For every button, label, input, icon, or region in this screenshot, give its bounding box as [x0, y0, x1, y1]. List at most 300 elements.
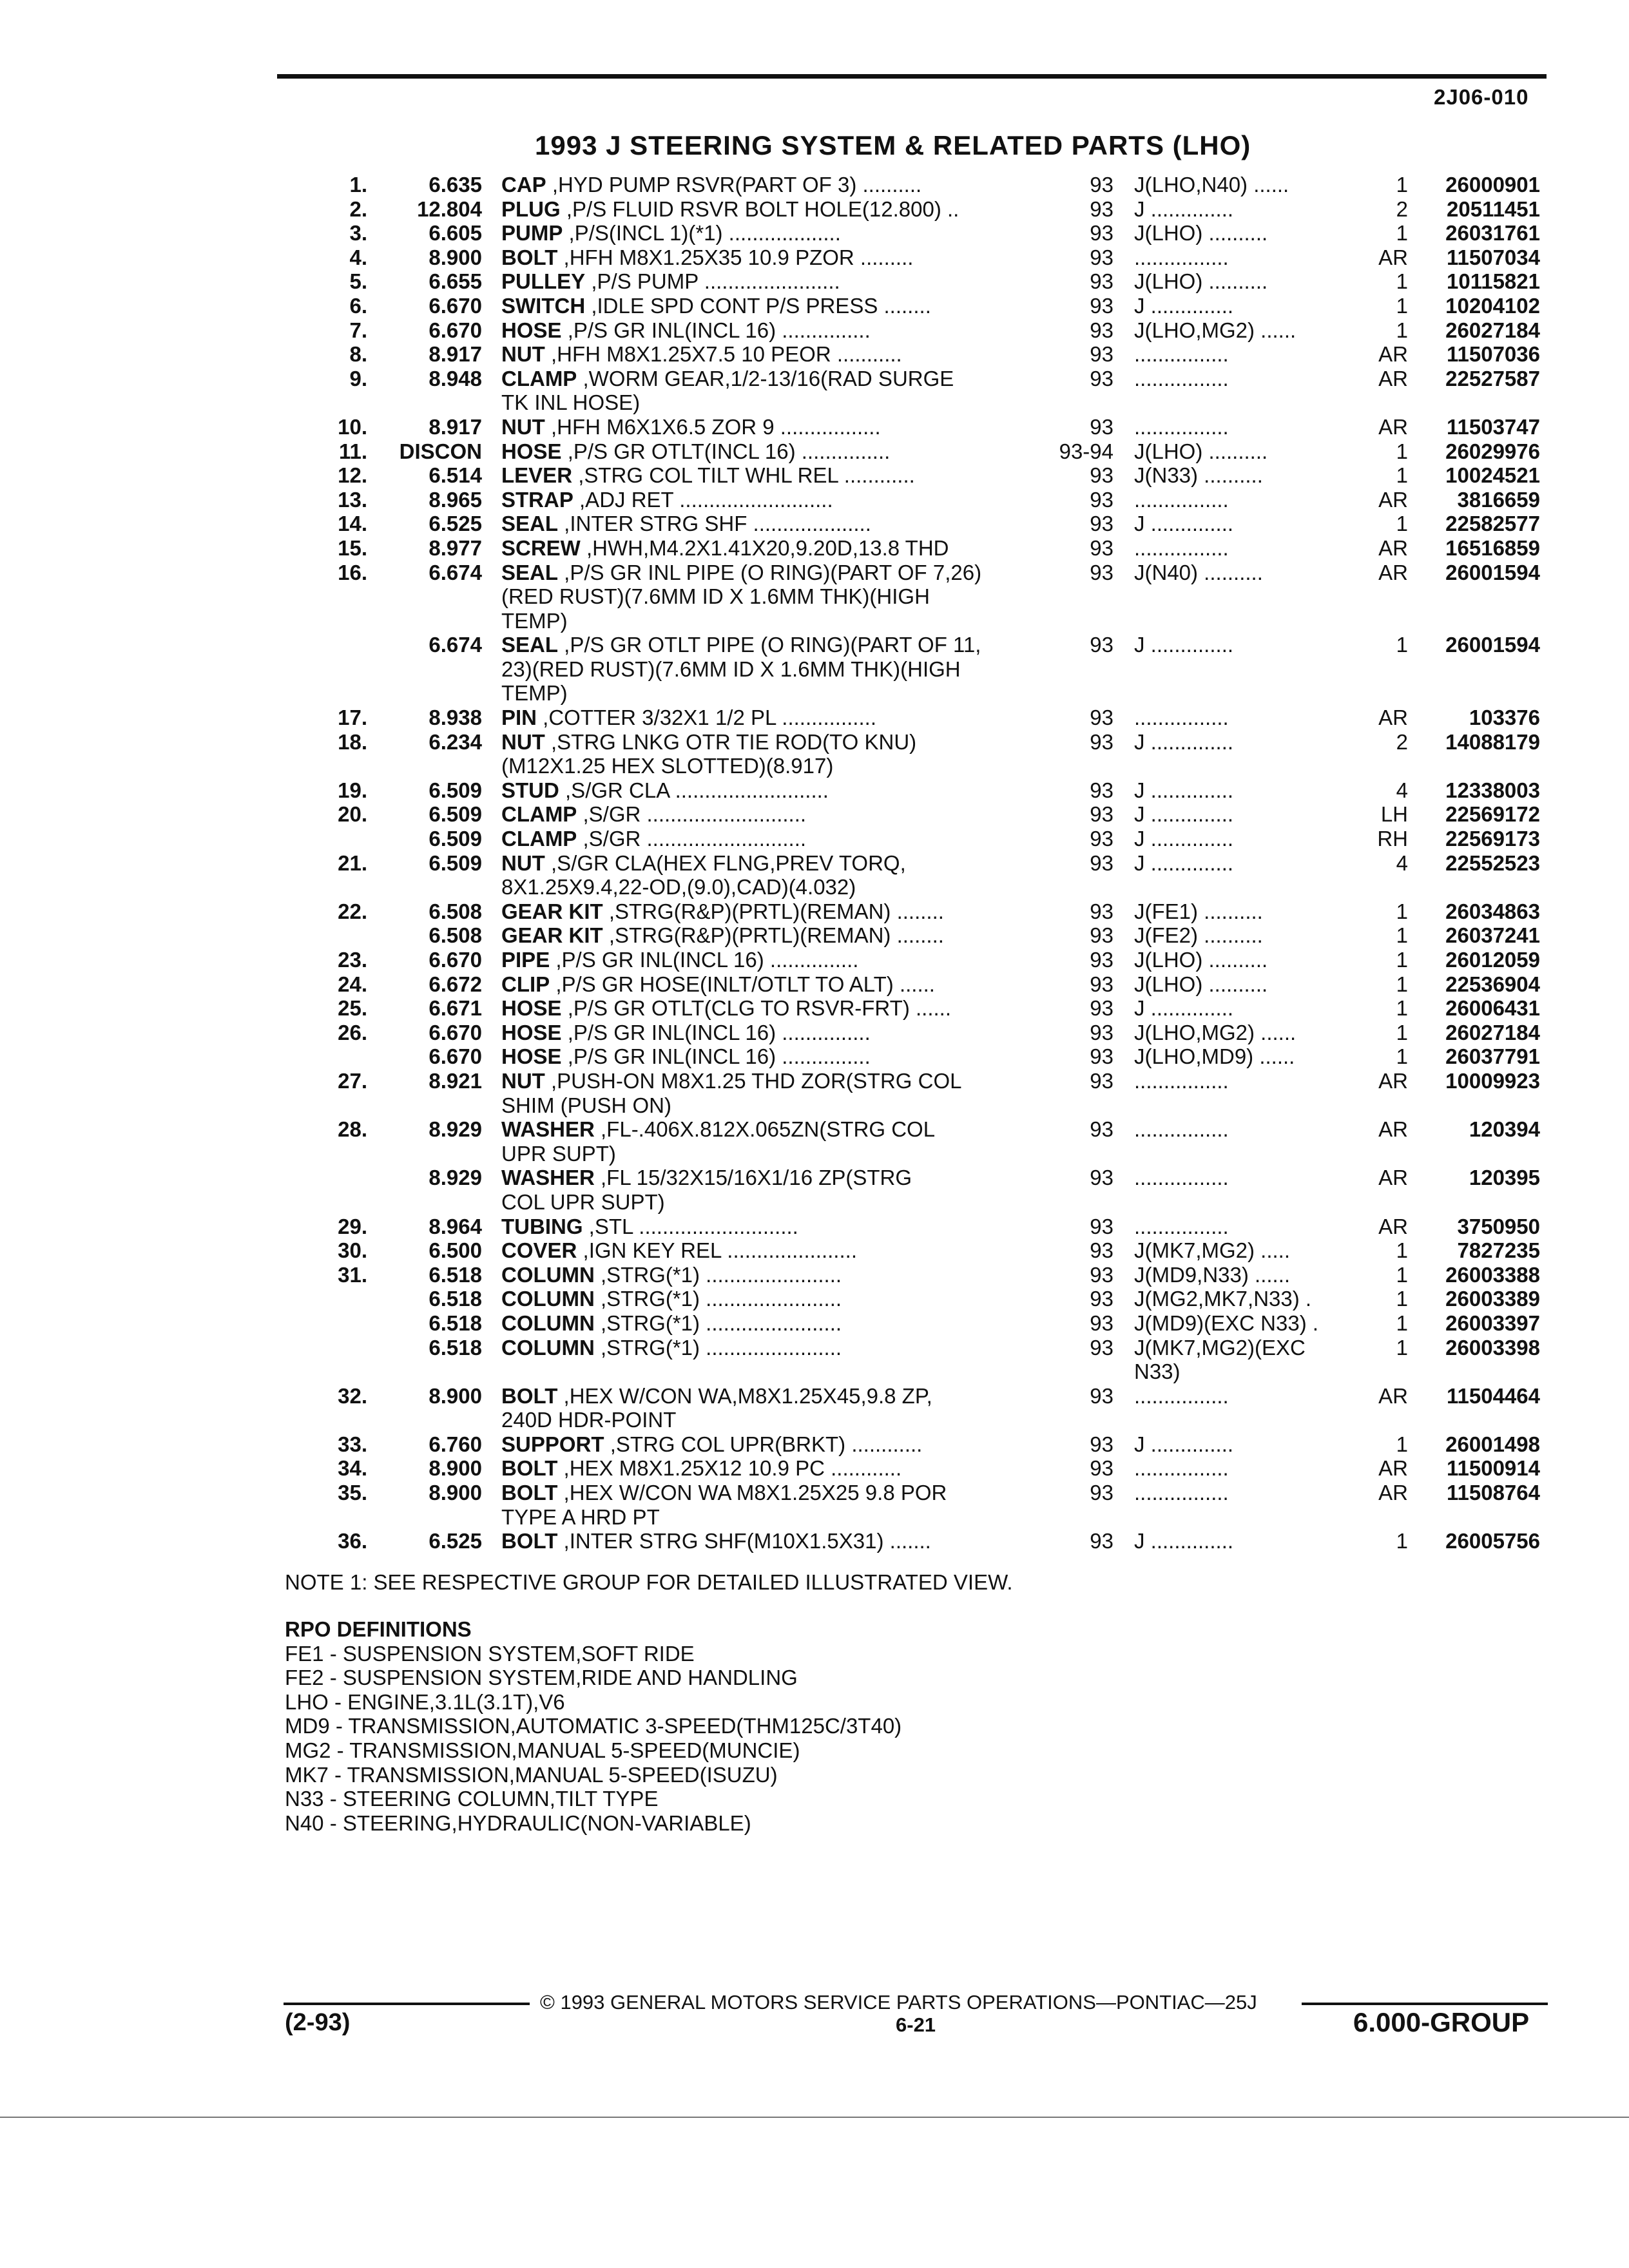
model-usage: J(N40) ..........: [1134, 560, 1263, 584]
part-row: [0, 1311, 1629, 1336]
group-number: 6.508: [429, 923, 482, 948]
model-year: 93: [1090, 1456, 1113, 1481]
part-description: [501, 1044, 1023, 1069]
part-row: [0, 1069, 1629, 1117]
model-usage: J ..............: [1134, 1529, 1234, 1553]
part-number: 3750950: [1457, 1214, 1540, 1238]
footer-rule-right: [1302, 2003, 1548, 2005]
part-description-text: ,P/S GR INL PIPE (O RING)(PART OF 7,26): [558, 560, 982, 584]
part-description-text: TEMP): [501, 608, 568, 633]
item-number: 36.: [338, 1529, 367, 1553]
group-number: 8.929: [429, 1117, 482, 1142]
part-description-text: ,P/S PUMP .......................: [585, 269, 840, 294]
part-description-text: ,P/S GR INL(INCL 16) ...............: [550, 948, 859, 972]
part-name: STUD: [501, 778, 559, 802]
part-description: [501, 1166, 1023, 1190]
group-number: 6.670: [429, 1044, 482, 1069]
part-continuation-line: [0, 390, 1629, 415]
part-description: [501, 996, 1023, 1021]
part-row: [0, 463, 1629, 488]
part-row: [0, 827, 1629, 851]
quantity: 1: [1396, 463, 1408, 488]
part-description-text: ,FL 15/32X15/16X1/16 ZP(STRG: [594, 1166, 912, 1190]
group-number: 6.509: [429, 802, 482, 827]
quantity: AR: [1378, 560, 1408, 584]
model-year: 93: [1090, 173, 1113, 197]
part-row: [0, 488, 1629, 512]
part-continuation-line: [0, 1505, 1629, 1530]
part-number: 22582577: [1445, 512, 1540, 536]
model-year: 93: [1090, 802, 1113, 827]
part-name: SUPPORT: [501, 1432, 604, 1456]
part-line: [0, 827, 1629, 851]
part-row: [0, 221, 1629, 245]
part-row: [0, 1384, 1629, 1432]
model-year: 93: [1090, 269, 1113, 294]
part-number: 26027184: [1445, 318, 1540, 342]
quantity: 1: [1396, 439, 1408, 463]
part-line: [0, 1263, 1629, 1287]
part-description: [501, 633, 1023, 657]
part-description: [501, 1408, 1023, 1432]
model-usage: J ..............: [1134, 729, 1234, 754]
part-line: [0, 996, 1629, 1021]
parts-list: [0, 173, 1629, 1553]
part-description: [501, 754, 1023, 778]
part-row: [0, 1432, 1629, 1457]
part-name: PIPE: [501, 948, 550, 972]
rpo-item: MG2 - TRANSMISSION,MANUAL 5-SPEED(MUNCIE): [285, 1738, 800, 1762]
part-number: 7827235: [1457, 1238, 1540, 1263]
model-year: 93: [1090, 1068, 1113, 1093]
part-continuation-line: [0, 584, 1629, 609]
model-year: 93: [1090, 318, 1113, 342]
bottom-rule: [0, 2117, 1629, 2118]
quantity: 1: [1396, 512, 1408, 536]
quantity: 1: [1396, 948, 1408, 972]
model-year: 93-94: [1059, 439, 1113, 463]
item-number: 29.: [338, 1214, 367, 1238]
item-number: 35.: [338, 1481, 367, 1505]
part-continuation-line: [0, 875, 1629, 899]
model-year: 93: [1090, 535, 1113, 560]
model-usage: J ..............: [1134, 1432, 1234, 1456]
part-description: [501, 439, 1023, 464]
part-description: [501, 730, 1023, 754]
part-continuation-line: [0, 1093, 1629, 1118]
part-number: 16516859: [1445, 535, 1540, 560]
group-number: 6.670: [429, 1020, 482, 1044]
model-usage: J(FE2) ..........: [1134, 923, 1263, 948]
model-usage: ................: [1134, 245, 1229, 269]
model-usage: J(LHO) ..........: [1134, 221, 1268, 245]
part-line: [0, 415, 1629, 439]
part-description: [501, 1093, 1023, 1118]
part-name: TUBING: [501, 1214, 583, 1238]
item-number: 3.: [349, 221, 367, 245]
part-description: [501, 609, 1023, 633]
part-number: 22527587: [1445, 366, 1540, 390]
model-usage: J(MK7,MG2) .....: [1134, 1238, 1291, 1263]
item-number: 27.: [338, 1068, 367, 1093]
part-row: [0, 439, 1629, 464]
model-usage: ................: [1134, 1456, 1229, 1481]
part-description: [501, 294, 1023, 318]
part-row: [0, 948, 1629, 972]
item-number: 25.: [338, 996, 367, 1021]
group-number: 6.670: [429, 318, 482, 342]
part-description: [501, 1287, 1023, 1311]
part-number: 11504464: [1446, 1383, 1540, 1408]
model-usage: J(LHO,MG2) ......: [1134, 318, 1296, 342]
part-description: [501, 1432, 1023, 1457]
part-description-text: ,STRG(*1) .......................: [594, 1311, 842, 1335]
part-name: PIN: [501, 706, 537, 730]
item-number: 5.: [349, 269, 367, 294]
item-number: 7.: [349, 318, 367, 342]
item-number: 14.: [338, 512, 367, 536]
part-row: [0, 1117, 1629, 1166]
group-number: 6.518: [429, 1287, 482, 1311]
part-number: 26006431: [1445, 996, 1540, 1021]
part-description-text: ,STL ...........................: [583, 1214, 798, 1238]
part-number: 3816659: [1457, 487, 1540, 512]
group-number: 8.900: [429, 245, 482, 269]
part-name: SEAL: [501, 633, 559, 657]
part-continuation-line: [0, 1408, 1629, 1432]
model-usage: ................: [1134, 535, 1229, 560]
part-continuation-line: [0, 657, 1629, 682]
group-number: 6.508: [429, 899, 482, 923]
part-number: 20511451: [1446, 197, 1540, 221]
part-row: [0, 996, 1629, 1021]
model-year: 93: [1090, 1287, 1113, 1311]
part-name: HOSE: [501, 439, 562, 463]
part-row: [0, 561, 1629, 633]
part-description-text: ,HYD PUMP RSVR(PART OF 3) ..........: [546, 173, 922, 197]
part-description-text: ,HEX W/CON WA,M8X1.25X45,9.8 ZP,: [557, 1383, 932, 1408]
part-description-text: ,P/S GR HOSE(INLT/OTLT TO ALT) ......: [550, 972, 935, 996]
item-number: 22.: [338, 899, 367, 923]
quantity: AR: [1378, 366, 1408, 390]
group-number: 6.655: [429, 269, 482, 294]
part-name: COLUMN: [501, 1262, 595, 1287]
part-line: [0, 512, 1629, 536]
part-line: [0, 899, 1629, 924]
group-number: 6.670: [429, 293, 482, 318]
part-description-text: ,STRG(*1) .......................: [594, 1335, 842, 1360]
group-number: 6.525: [429, 1529, 482, 1553]
model-year: 93: [1090, 633, 1113, 657]
part-description: [501, 1238, 1023, 1263]
model-usage: J(MG2,MK7,N33) .: [1134, 1287, 1312, 1311]
part-number: 26037241: [1445, 923, 1540, 948]
group-number: 6.518: [429, 1262, 482, 1287]
part-description: [501, 851, 1023, 876]
group-number: 6.509: [429, 778, 482, 802]
part-description-text: ,S/GR CLA(HEX FLNG,PREV TORQ,: [545, 850, 906, 875]
part-name: BOLT: [501, 1383, 558, 1408]
item-number: 9.: [349, 366, 367, 390]
page-number: 6-21: [896, 2013, 936, 2036]
part-description-text: ,ADJ RET ..........................: [573, 487, 833, 512]
item-number: 23.: [338, 948, 367, 972]
model-year: 93: [1090, 827, 1113, 851]
part-name: BOLT: [501, 1529, 558, 1553]
part-row: [0, 1238, 1629, 1263]
part-row: [0, 1166, 1629, 1214]
part-description: [501, 536, 1023, 561]
quantity: AR: [1378, 1383, 1408, 1408]
part-description: [501, 827, 1023, 851]
part-name: GEAR KIT: [501, 923, 603, 948]
part-line: [0, 923, 1629, 948]
part-number: 11508764: [1446, 1481, 1540, 1505]
part-name: NUT: [501, 342, 545, 367]
part-line: [0, 706, 1629, 730]
part-description-text: SHIM (PUSH ON): [501, 1093, 671, 1117]
part-line: [0, 318, 1629, 343]
part-number: 26003397: [1445, 1311, 1540, 1335]
part-line: [0, 1456, 1629, 1481]
model-usage: ................: [1134, 1166, 1229, 1190]
model-year: 93: [1090, 996, 1113, 1021]
model-year: 93: [1090, 948, 1113, 972]
model-usage: ................: [1134, 414, 1229, 439]
part-description: [501, 923, 1023, 948]
quantity: 1: [1396, 1311, 1408, 1335]
part-row: [0, 318, 1629, 343]
quantity: 1: [1396, 1238, 1408, 1263]
group-number: 6.514: [429, 463, 482, 488]
model-usage: J(LHO) ..........: [1134, 972, 1268, 996]
model-year: 93: [1090, 729, 1113, 754]
part-line: [0, 439, 1629, 464]
model-usage: J ..............: [1134, 827, 1234, 851]
part-number: 10009923: [1445, 1068, 1540, 1093]
group-number: 8.948: [429, 366, 482, 390]
part-row: [0, 633, 1629, 706]
part-number: 10115821: [1446, 269, 1540, 294]
part-description-text: 23)(RED RUST)(7.6MM ID X 1.6MM THK)(HIGH: [501, 657, 961, 681]
part-description-text: ,IGN KEY REL ......................: [577, 1238, 857, 1263]
page-title: 1993 J STEERING SYSTEM & RELATED PARTS (LHO): [535, 130, 1251, 160]
item-number: 21.: [338, 850, 367, 875]
group-number: 8.917: [429, 342, 482, 367]
model-year: 93: [1090, 1311, 1113, 1335]
part-description: [501, 512, 1023, 536]
model-usage: ................: [1134, 706, 1229, 730]
model-usage: J ..............: [1134, 850, 1234, 875]
part-row: [0, 536, 1629, 561]
model-usage: J ..............: [1134, 633, 1234, 657]
model-year: 93: [1090, 414, 1113, 439]
part-name: BOLT: [501, 1481, 558, 1505]
quantity: 1: [1396, 633, 1408, 657]
part-description-text: ,S/GR ...........................: [577, 827, 807, 851]
part-description: [501, 1215, 1023, 1239]
quantity: 1: [1396, 899, 1408, 923]
part-description-text: ,STRG(*1) .......................: [594, 1262, 842, 1287]
part-line: [0, 730, 1629, 754]
rpo-definitions: [285, 1617, 901, 1835]
part-line: [0, 802, 1629, 827]
group-number: 6.671: [429, 996, 482, 1021]
part-description-text: COL UPR SUPT): [501, 1189, 665, 1214]
part-name: COVER: [501, 1238, 577, 1263]
part-description: [501, 173, 1023, 197]
part-line: [0, 269, 1629, 294]
part-line: [0, 948, 1629, 972]
group-number: 6.670: [429, 948, 482, 972]
part-number: 26037791: [1445, 1044, 1540, 1069]
part-number: 26003389: [1445, 1287, 1540, 1311]
part-line: [0, 1384, 1629, 1408]
part-description: [501, 972, 1023, 997]
part-name: COLUMN: [501, 1287, 595, 1311]
part-number: 12338003: [1445, 778, 1540, 802]
part-number: 26012059: [1445, 948, 1540, 972]
quantity: AR: [1378, 1214, 1408, 1238]
quantity: 1: [1396, 173, 1408, 197]
part-description-text: ,HWH,M4.2X1.41X20,9.20D,13.8 THD: [580, 535, 949, 560]
group-number: 6.509: [429, 850, 482, 875]
group-number: 6.635: [429, 173, 482, 197]
item-number: 34.: [338, 1456, 367, 1481]
top-rule: [277, 74, 1547, 79]
part-name: GEAR KIT: [501, 899, 603, 923]
group-number: 6.234: [429, 729, 482, 754]
part-row: [0, 1287, 1629, 1311]
item-number: 2.: [349, 197, 367, 221]
model-year: 93: [1090, 1166, 1113, 1190]
part-line: [0, 463, 1629, 488]
rpo-item: MK7 - TRANSMISSION,MANUAL 5-SPEED(ISUZU): [285, 1762, 778, 1787]
part-description: [501, 318, 1023, 343]
part-line: [0, 1117, 1629, 1142]
part-description-text: ,STRG(*1) .......................: [594, 1287, 842, 1311]
group-number: 12.804: [417, 197, 482, 221]
rpo-item: FE2 - SUSPENSION SYSTEM,RIDE AND HANDLING: [285, 1666, 798, 1690]
quantity: 1: [1396, 1020, 1408, 1044]
model-usage: ................: [1134, 342, 1229, 367]
model-usage: J(N33) ..........: [1134, 463, 1263, 488]
model-year: 93: [1090, 899, 1113, 923]
model-usage: ................: [1134, 1117, 1229, 1142]
part-name: BOLT: [501, 1456, 558, 1481]
part-description: [501, 706, 1023, 730]
part-number: 26003398: [1445, 1335, 1540, 1360]
rpo-heading: RPO DEFINITIONS: [285, 1617, 472, 1641]
item-number: 24.: [338, 972, 367, 996]
part-description: [501, 1021, 1023, 1045]
part-name: CAP: [501, 173, 546, 197]
quantity: AR: [1378, 1166, 1408, 1190]
part-name: COLUMN: [501, 1335, 595, 1360]
part-row: [0, 730, 1629, 778]
quantity: 1: [1396, 996, 1408, 1021]
rpo-item: MD9 - TRANSMISSION,AUTOMATIC 3-SPEED(THM125C/3T40): [285, 1714, 902, 1738]
item-number: 32.: [338, 1383, 367, 1408]
item-number: 28.: [338, 1117, 367, 1142]
part-number: 22536904: [1445, 972, 1540, 996]
part-number: 22569173: [1445, 827, 1540, 851]
rpo-item: FE1 - SUSPENSION SYSTEM,SOFT RIDE: [285, 1641, 695, 1666]
part-name: COLUMN: [501, 1311, 595, 1335]
part-name: SCREW: [501, 535, 581, 560]
part-line: [0, 173, 1629, 197]
page-reference: 2J06-010: [1434, 85, 1529, 109]
model-usage: ................: [1134, 1383, 1229, 1408]
group-number: 6.672: [429, 972, 482, 996]
part-description-text: ,STRG(R&P)(PRTL)(REMAN) ........: [602, 923, 944, 948]
group-label: 6.000-GROUP: [1353, 2007, 1530, 2037]
part-row: [0, 778, 1629, 803]
part-description-text: ,WORM GEAR,1/2-13/16(RAD SURGE: [577, 366, 954, 390]
part-number: 26001594: [1445, 633, 1540, 657]
part-number: 22552523: [1445, 850, 1540, 875]
part-number: 120395: [1469, 1166, 1540, 1190]
quantity: 1: [1396, 1335, 1408, 1360]
part-description-text: ,HFH M6X1X6.5 ZOR 9 .................: [545, 414, 881, 439]
part-number: 26027184: [1445, 1020, 1540, 1044]
part-description: [501, 681, 1023, 706]
item-number: 4.: [349, 245, 367, 269]
model-year: 93: [1090, 366, 1113, 390]
part-description: [501, 1384, 1023, 1408]
part-description-text: ,FL-.406X.812X.065ZN(STRG COL: [594, 1117, 936, 1142]
part-description: [501, 221, 1023, 245]
item-number: 11.: [338, 439, 367, 463]
quantity: AR: [1378, 487, 1408, 512]
part-number: 26001498: [1445, 1432, 1540, 1456]
part-row: [0, 1529, 1629, 1553]
part-number: 10024521: [1445, 463, 1540, 488]
model-year: 93: [1090, 342, 1113, 367]
model-year: 93: [1090, 293, 1113, 318]
quantity: 1: [1396, 293, 1408, 318]
part-description-text: ,P/S GR OTLT(CLG TO RSVR-FRT) ......: [561, 996, 951, 1021]
model-year: 93: [1090, 197, 1113, 221]
model-year: 93: [1090, 778, 1113, 802]
part-line: [0, 197, 1629, 222]
part-row: [0, 899, 1629, 924]
part-description-text: ,HFH M8X1.25X7.5 10 PEOR ...........: [545, 342, 902, 367]
part-name: WASHER: [501, 1117, 595, 1142]
part-name: NUT: [501, 414, 545, 439]
part-line: [0, 1166, 1629, 1190]
part-description-text: ,INTER STRG SHF ....................: [558, 512, 871, 536]
model-year: 93: [1090, 1529, 1113, 1553]
part-description: [501, 245, 1023, 270]
model-usage: J(LHO,MD9) ......: [1134, 1044, 1295, 1069]
part-continuation-line: [0, 1190, 1629, 1215]
item-number: 10.: [338, 414, 367, 439]
part-row: [0, 1263, 1629, 1287]
item-number: 13.: [338, 487, 367, 512]
item-number: 15.: [338, 535, 367, 560]
part-number: 26005756: [1445, 1529, 1540, 1553]
part-name: SEAL: [501, 512, 559, 536]
quantity: AR: [1378, 1456, 1408, 1481]
model-usage: J ..............: [1134, 778, 1234, 802]
part-description: [501, 1311, 1023, 1336]
part-description: [501, 802, 1023, 827]
group-number: 8.938: [429, 706, 482, 730]
quantity: AR: [1378, 1481, 1408, 1505]
part-description: [501, 367, 1023, 391]
part-line: [0, 1481, 1629, 1505]
